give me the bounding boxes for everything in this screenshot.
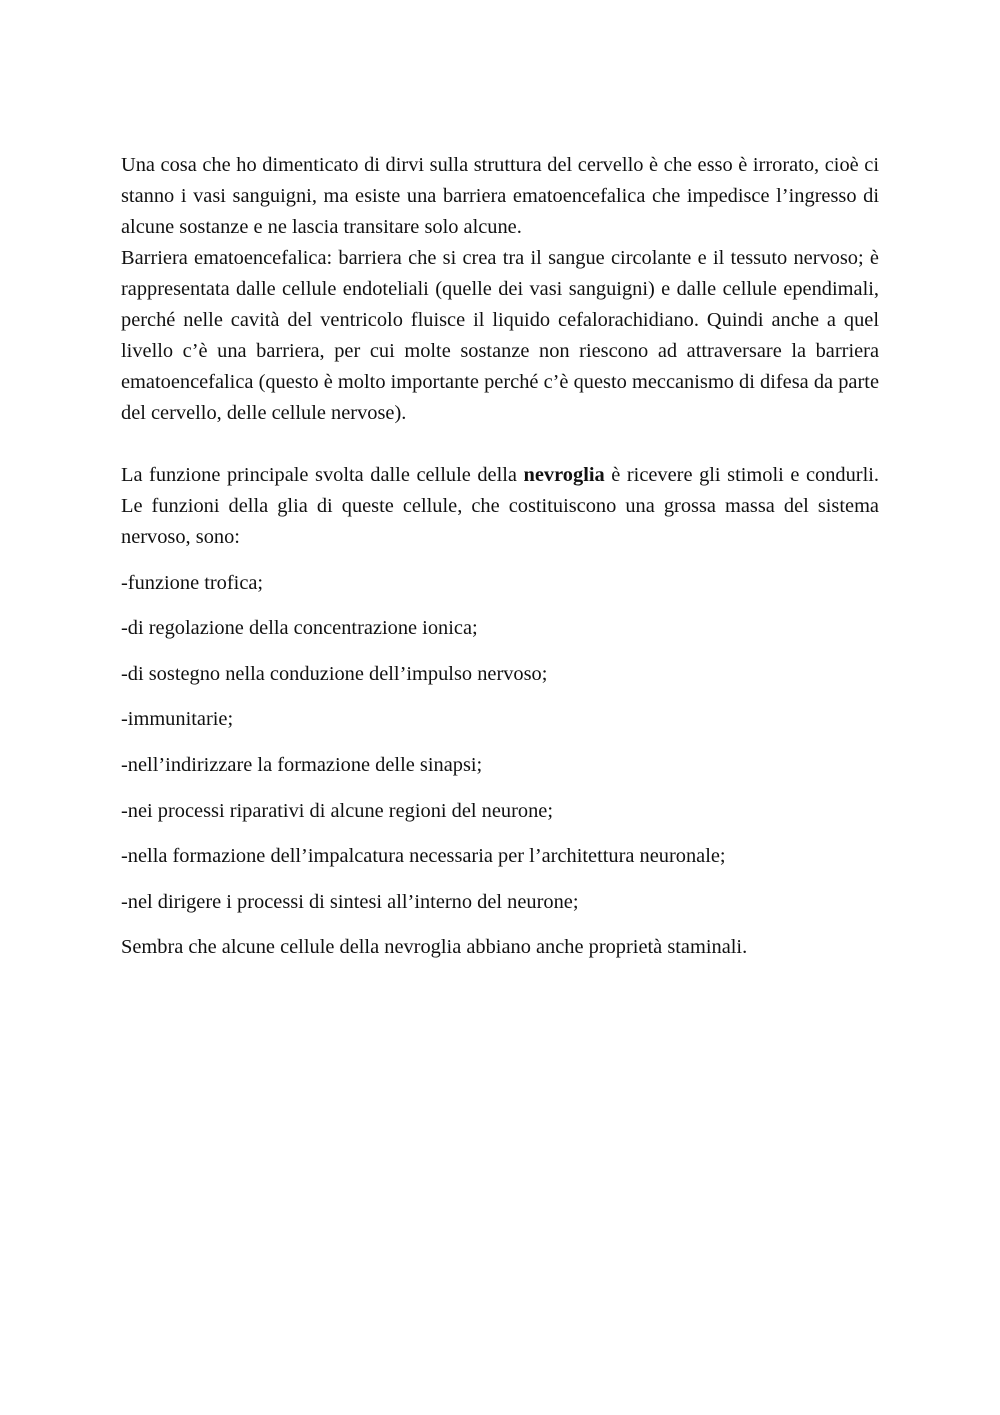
glia-functions-list <box>121 568 879 918</box>
list-item: -nell’indirizzare la formazione delle sinapsi; <box>121 753 483 776</box>
list-item: -di sostegno nella conduzione dell’impulso nervoso; <box>121 662 548 685</box>
list-item: -nel dirigere i processi di sintesi all’interno del neurone; <box>121 890 579 913</box>
glia-term-bold: nevroglia <box>523 464 605 486</box>
glia-text-before: La funzione principale svolta dalle cellule della <box>121 464 524 486</box>
document-body <box>121 150 879 963</box>
list-item: -funzione trofica; <box>121 571 264 594</box>
glia-text-after: è ricevere gli stimoli e condurli. Le funzioni della glia di queste cellule, che costituiscono una grossa massa del sistema nervoso, sono: <box>121 464 879 548</box>
paragraph-intro: Una cosa che ho dimenticato di dirvi sulla struttura del cervello è che esso è irrorato, cioè ci stanno i vasi sanguigni, ma esiste una barriera ematoencefalica che impedisce l’ingresso di alcune sostanze e ne lascia transitare solo alcune. <box>121 154 879 238</box>
paragraph-barrier-definition: Barriera ematoencefalica: barriera che si crea tra il sangue circolante e il tessuto nervoso; è rappresentata dalle cellule endoteliali (quelle dei vasi sanguigni) e dalle cellule ependimali, perché nelle cavità del ventricolo fluisce il liquido cefalorachidiano. Quindi anche a quel livello c’è una barriera, per cui molte sostanze non riescono ad attraversare la barriera ematoencefalica (questo è molto importante perché c’è questo meccanismo di difesa da parte del cervello, delle cellule nervose). <box>121 247 879 424</box>
list-item: -nei processi riparativi di alcune regioni del neurone; <box>121 799 554 822</box>
list-item: -immunitarie; <box>121 708 234 731</box>
list-item: -di regolazione della concentrazione ionica; <box>121 617 478 640</box>
list-item: -nella formazione dell’impalcatura necessaria per l’architettura neuronale; <box>121 845 726 868</box>
paragraph-closing: Sembra che alcune cellule della nevroglia abbiano anche proprietà staminali. <box>121 936 748 959</box>
paragraph-glia-function <box>121 460 879 553</box>
